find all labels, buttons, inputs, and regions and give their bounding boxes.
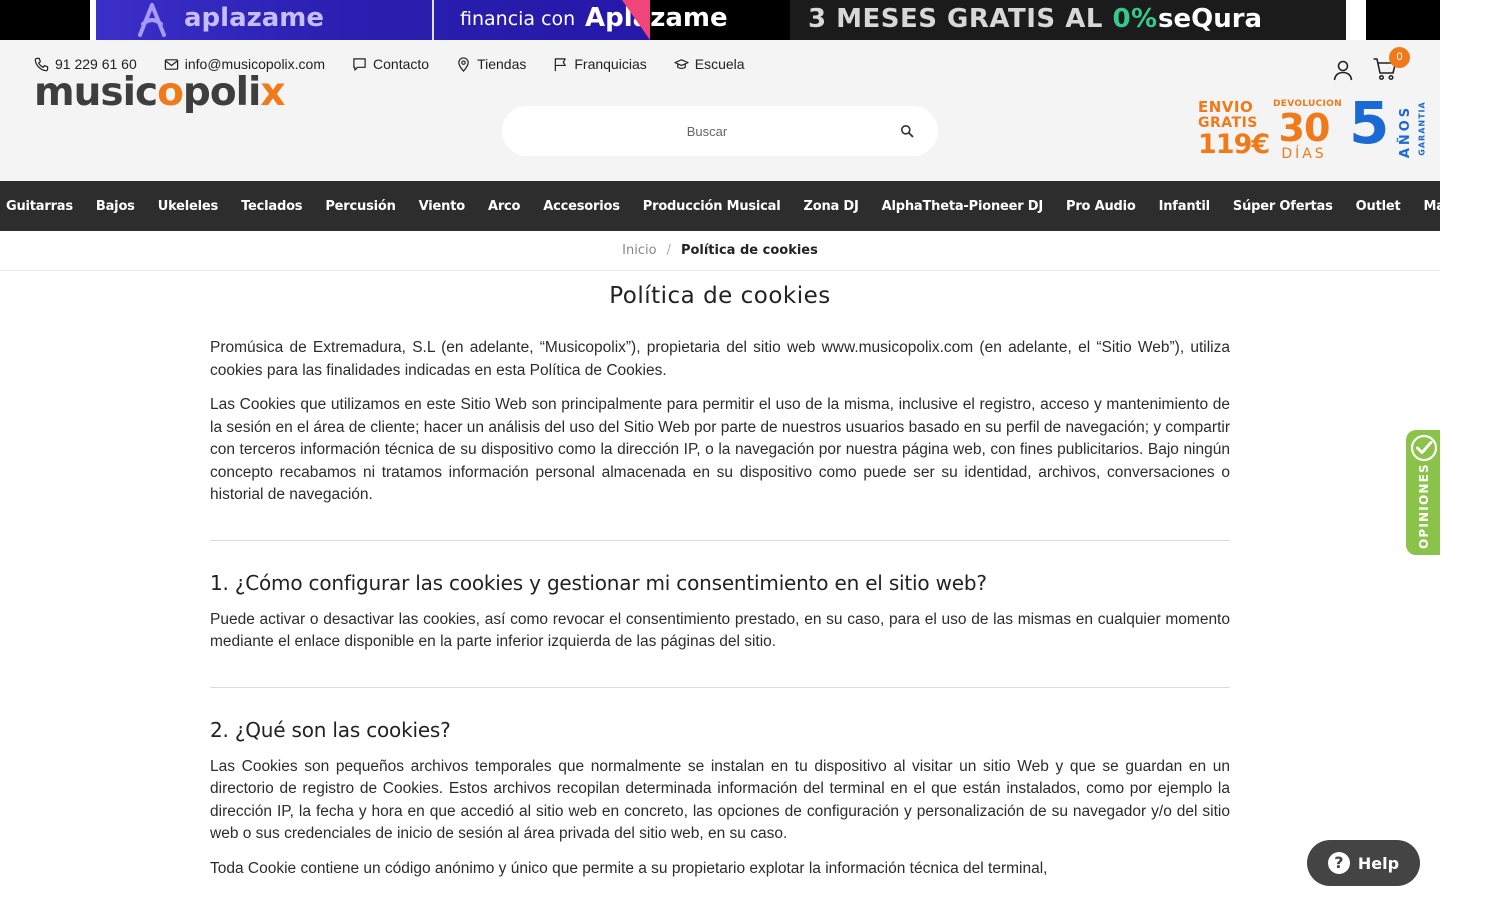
- free-shipping-line1: ENVIO: [1198, 98, 1254, 116]
- school-link-label: Escuela: [694, 56, 745, 72]
- logo-text-2: poli: [182, 70, 261, 115]
- section-2-title: 2. ¿Qué son las cookies?: [210, 717, 451, 742]
- help-label: Help: [1357, 853, 1400, 873]
- aplazame-corner-decoration: [622, 0, 650, 40]
- user-account-icon[interactable]: [1331, 58, 1355, 82]
- section-2-paragraph-2: Toda Cookie contiene un código anónimo y único que permite a su propietario explotar la información técnica del terminal,: [210, 859, 1048, 877]
- nav-item-ukeleles[interactable]: Ukeleles: [157, 198, 219, 214]
- search-bar: [502, 106, 938, 156]
- breadcrumb-separator: /: [666, 243, 671, 258]
- nav-item-marcas[interactable]: Marcas: [1423, 198, 1475, 214]
- promo-gap: [1346, 0, 1366, 40]
- promo-separator: [432, 0, 434, 40]
- sequra-brand: seQura: [1158, 4, 1263, 34]
- cart-count-badge: 0: [1389, 47, 1410, 68]
- section-divider: [210, 540, 1230, 541]
- free-shipping-amount: 119€: [1198, 129, 1270, 160]
- search-icon[interactable]: [900, 124, 914, 138]
- email-link-label: info@musicopolix.com: [184, 56, 326, 72]
- aplazame-logo-icon: [134, 2, 170, 38]
- free-shipping-line2: GRATIS: [1198, 115, 1258, 131]
- aplazame-brand-2: Aplazame: [585, 3, 728, 33]
- nav-item-outlet[interactable]: Outlet: [1355, 198, 1401, 214]
- nav-item-zona-dj[interactable]: Zona DJ: [803, 198, 859, 214]
- intro-paragraph-1: Promúsica de Extremadura, S.L (en adelante, “Musicopolix”), propietaria del sitio web www.musicopolix.com (en adelante, el “Sitio Web”), utiliza cookies para las finalidades indicadas en esta Política de Cookies.: [210, 339, 1230, 379]
- sequra-text-main: 3 MESES GRATIS AL: [808, 4, 1103, 34]
- returns-badge: [1273, 99, 1342, 162]
- chat-icon: [352, 57, 367, 72]
- breadcrumb: [0, 231, 1440, 271]
- main-navigation: [0, 181, 1475, 231]
- site-logo[interactable]: [34, 70, 285, 115]
- returns-line1: DEVOLUCION: [1273, 99, 1342, 109]
- sequra-text: [808, 4, 1158, 34]
- promo-banner: [0, 0, 1440, 40]
- search-input[interactable]: [522, 106, 892, 156]
- section-divider: [210, 687, 1230, 688]
- logo-text-x: x: [260, 70, 285, 115]
- phone-link-label: 91 229 61 60: [55, 56, 137, 72]
- flag-icon: [553, 57, 568, 72]
- page-content: [210, 283, 1230, 892]
- aplazame-tagline: financia con: [460, 8, 576, 30]
- warranty-years-label: AÑOS: [1398, 104, 1414, 159]
- nav-item-pro-audio[interactable]: Pro Audio: [1066, 198, 1136, 214]
- section-1-title: 1. ¿Cómo configurar las cookies y gestionar mi consentimiento en el sitio web?: [210, 570, 987, 595]
- nav-item-infantil[interactable]: Infantil: [1158, 198, 1210, 214]
- warranty-badge: [1349, 89, 1427, 162]
- nav-item-bajos[interactable]: Bajos: [95, 198, 135, 214]
- nav-item-arco[interactable]: Arco: [487, 198, 521, 214]
- franchises-link[interactable]: [553, 56, 646, 72]
- aplazame-banner[interactable]: [96, 0, 728, 40]
- section-2-paragraph-1: Las Cookies son pequeños archivos temporales que normalmente se instalan en tu dispositivo al visitar un sitio Web y que se guardan en un directorio de registro de Cookies. Estos archivos recopilan determinada información del terminal en el que están instalados, como por ejemplo la dirección IP, la fecha y hora en que accedió al sitio web en concreto, las opciones de configuración y personalización de su navegador y/o del sitio web o sus credenciales de inicio de sesión al área privada del sitio web, en su caso.: [210, 757, 1230, 842]
- breadcrumb-current: Política de cookies: [680, 243, 818, 258]
- nav-item-super-ofertas[interactable]: Súper Ofertas: [1232, 198, 1333, 214]
- contact-link-label: Contacto: [373, 56, 430, 72]
- school-link[interactable]: [674, 56, 745, 72]
- help-question-icon: ?: [1328, 852, 1350, 874]
- sequra-banner[interactable]: [790, 0, 1346, 40]
- nav-item-teclados[interactable]: Teclados: [241, 198, 303, 214]
- nav-item-viento[interactable]: Viento: [418, 198, 465, 214]
- aplazame-brand: aplazame: [184, 3, 325, 33]
- nav-item-guitarras[interactable]: Guitarras: [6, 198, 73, 214]
- opinions-label: OPINIONES: [1417, 463, 1431, 549]
- section-1-paragraph: Puede activar o desactivar las cookies, así como revocar el consentimiento prestado, en su caso, para el uso de las mismas en cualquier momento mediante el enlace disponible en la parte inferior izquierda de las páginas del sitio.: [210, 610, 1230, 650]
- nav-item-produccion-musical[interactable]: Producción Musical: [642, 198, 781, 214]
- help-button[interactable]: [1307, 840, 1420, 886]
- graduation-cap-icon: [674, 57, 689, 72]
- stores-link[interactable]: [456, 56, 526, 72]
- check-circle-icon: [1410, 434, 1438, 462]
- logo-text-o: o: [157, 70, 183, 115]
- location-pin-icon: [456, 57, 471, 72]
- promo-right-block: [1366, 0, 1440, 40]
- breadcrumb-home-link[interactable]: Inicio: [622, 243, 657, 258]
- opinions-tab[interactable]: [1406, 430, 1440, 555]
- returns-days-label: DÍAS: [1281, 146, 1327, 162]
- warranty-years-number: 5: [1349, 89, 1390, 157]
- sequra-percent: 0%: [1112, 4, 1158, 34]
- page-title: Política de cookies: [609, 283, 831, 309]
- intro-paragraph-2: Las Cookies que utilizamos en este Sitio Web son principalmente para permitir el uso de la misma, inclusive el registro, acceso y mantenimiento de la sesión en el área de cliente; hacer un análisis del uso del Sitio Web por parte de nuestros usuarios basado en su perfil de navegación; y compartir con terceros información técnica de su dispositivo como la dirección IP, o la navegación por nuestra página web, con fines publicitarios. Bajo ningún concepto recabamos ni tratamos información personal almacenada en su dispositivo como puede ser su identidad, archivos, conversaciones o historial de navegación.: [210, 396, 1230, 503]
- nav-item-percusion[interactable]: Percusión: [325, 198, 396, 214]
- stores-link-label: Tiendas: [477, 56, 527, 72]
- returns-days-number: 30: [1278, 106, 1330, 150]
- nav-item-alphatheta-pioneer-dj[interactable]: AlphaTheta-Pioneer DJ: [881, 198, 1043, 214]
- nav-item-accesorios[interactable]: Accesorios: [543, 198, 620, 214]
- warranty-label: GARANTIA: [1417, 101, 1427, 156]
- contact-link[interactable]: [352, 56, 429, 72]
- franchises-link-label: Franquicias: [574, 56, 647, 72]
- free-shipping-badge: [1198, 98, 1270, 160]
- logo-text-1: music: [34, 70, 158, 115]
